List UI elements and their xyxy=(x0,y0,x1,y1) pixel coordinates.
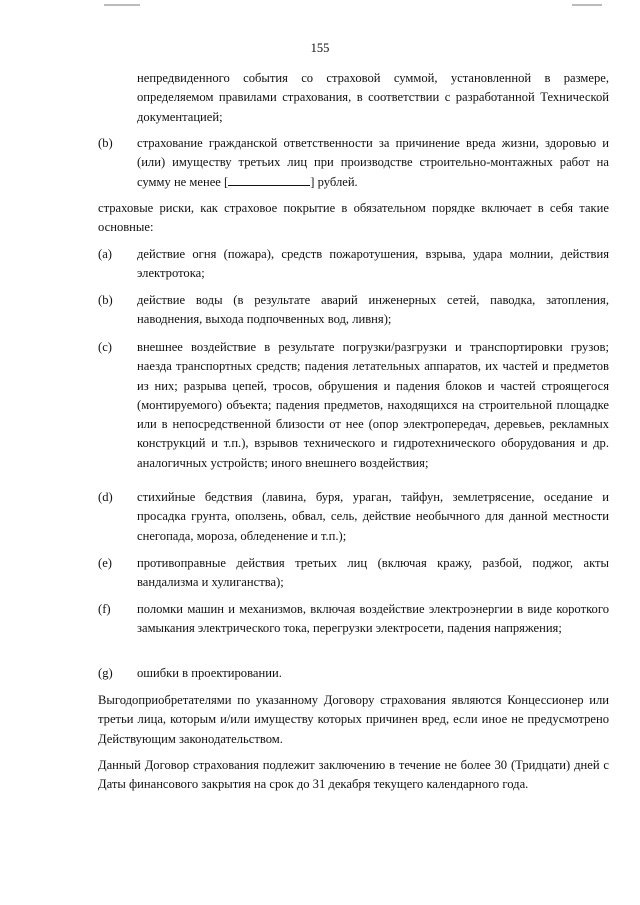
risk-c-text: внешнее воздействие в результате погрузки/разгрузки и транспортировки грузов; наезда транспортных средств; падения летательных аппаратов, их частей и предметов из них; разрыва цепей, тросов, обрушения и падения блоков и частей строящегося (монтируемого) объекта; падения предметов, находящихся на строительной площадке или в непосредственной близости от нее (опор электропередач, деревьев, рекламных конструкций и т.п.), взрывов технического и гидротехнического оборудования и др. аналогичных устройств; иного внешнего воздействия; xyxy=(137,340,609,470)
risk-g-label: (g) xyxy=(98,666,113,680)
term-paragraph: Данный Договор страхования подлежит заключению в течение не более 30 (Тридцати) дней с Даты финансового закрытия на срок до 31 декабря текущего календарного года. xyxy=(98,758,609,792)
risks-intro: страховые риски, как страховое покрытие в обязательном порядке включает в себя такие основные: xyxy=(98,201,609,235)
page-number: 155 xyxy=(310,41,330,55)
item-b1-text-before: страхование гражданской ответственности за причинение вреда жизни, здоровью и (или) имуществу третьих лиц при производстве строительно-монтажных работ на сумму не менее [ xyxy=(137,136,609,189)
intro-continuation: непредвиденного события со страховой суммой, установленной в размере, определяемом правилами страхования, в соответствии с разработанной Технической документацией; xyxy=(137,71,609,124)
risk-a-label: (a) xyxy=(98,247,112,261)
item-b1-label: (b) xyxy=(98,136,113,150)
risk-b-text: действие воды (в результате аварий инженерных сетей, паводка, затопления, наводнения, выхода подпочвенных вод, ливня); xyxy=(137,293,609,327)
amount-blank xyxy=(228,174,310,186)
risk-f-text: поломки машин и механизмов, включая воздействие электроэнергии в виде короткого замыкания электрического тока, перегрузки электросети, падения напряжения; xyxy=(137,602,609,636)
scan-speck-left xyxy=(104,4,140,6)
risk-a-text: действие огня (пожара), средств пожаротушения, взрыва, удара молнии, действия электротока; xyxy=(137,247,609,281)
risk-c-label: (c) xyxy=(98,340,112,354)
risk-b-label: (b) xyxy=(98,293,113,307)
risk-g-text: ошибки в проектировании. xyxy=(137,666,282,680)
item-b1-text xyxy=(137,134,609,192)
beneficiaries-paragraph: Выгодоприобретателями по указанному Договору страхования являются Концессионер или третьи лица, которым и/или имуществу которых причинен вред, если иное не предусмотрено Действующим законодательством. xyxy=(98,693,609,746)
risk-e-label: (e) xyxy=(98,556,112,570)
risk-d-label: (d) xyxy=(98,490,113,504)
item-b1-text-after: ] рублей. xyxy=(310,174,358,189)
risk-e-text: противоправные действия третьих лиц (включая кражу, разбой, поджог, акты вандализма и хулиганства); xyxy=(137,556,609,590)
scan-speck-right xyxy=(572,4,602,6)
risk-d-text: стихийные бедствия (лавина, буря, ураган, тайфун, землетрясение, оседание и просадка грунта, оползень, обвал, сель, действие необычного для данной местности снегопада, мороза, обледенение и т.п.); xyxy=(137,490,609,543)
risk-f-label: (f) xyxy=(98,602,111,616)
